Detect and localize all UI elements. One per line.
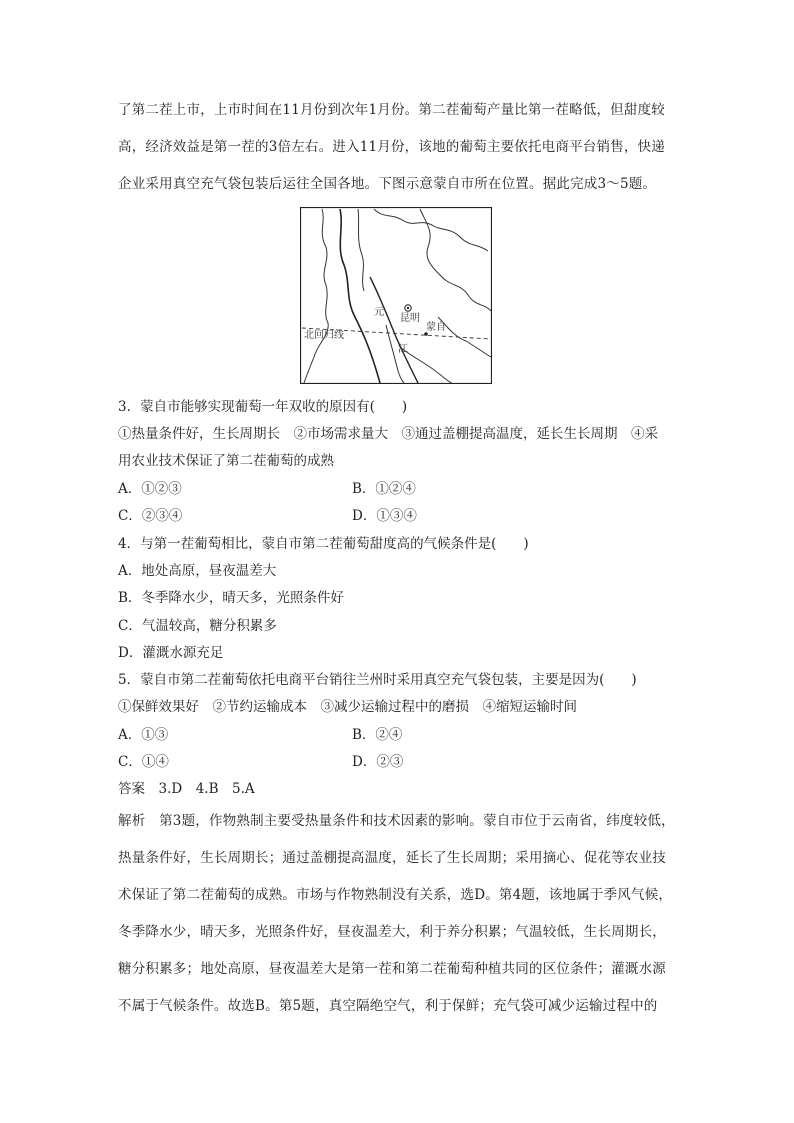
intro-line-1: 了第二茬上市，上市时间在11月份到次年1月份。第二茬葡萄产量比第一茬略低，但甜度较 (118, 102, 665, 118)
q3-statements-line-2: 用农业技术保证了第二茬葡萄的成熟 (118, 453, 334, 469)
q4-stem: 4．与第一茬葡萄相比，蒙自市第二茬葡萄甜度高的气候条件是( ) (118, 536, 529, 552)
q4-option-b: B．冬季降水少，晴天多，光照条件好 (118, 590, 344, 606)
intro-line-3: 企业采用真空充气袋包装后运往全国各地。下图示意蒙自市所在位置。据此完成3～5题。 (118, 176, 657, 192)
mengzi-location-map (300, 207, 492, 384)
map-label-tropic: 北回归线 (304, 330, 344, 341)
analysis-line-3: 术保证了第二茬葡萄的成熟。市场与作物熟制没有关系，选D。第4题，该地属于季风气候， (118, 887, 673, 903)
analysis-line-1: 解析 第3题，作物熟制主要受热量条件和技术因素的影响。蒙自市位于云南省，纬度较低， (118, 813, 675, 829)
q3-statements-line-1: ①热量条件好，生长周期长 ②市场需求量大 ③通过盖棚提高温度，延长生长周期 ④采 (118, 426, 658, 442)
map-label-yuan: 元 (374, 307, 384, 318)
answer-line: 答案 3.D 4.B 5.A (118, 781, 255, 797)
q4-option-c: C．气温较高，糖分积累多 (118, 618, 277, 634)
q5-statements-line-1: ①保鲜效果好 ②节约运输成本 ③减少运输过程中的磨损 ④缩短运输时间 (118, 699, 577, 715)
q4-option-d: D．灌溉水源充足 (118, 645, 224, 661)
q5-option-a: A．①③ (118, 727, 169, 743)
map-label-kunming: 昆明 (400, 313, 420, 324)
q3-option-a: A．①②③ (118, 481, 182, 497)
map-label-mengzi: 蒙自 (426, 322, 446, 333)
analysis-line-6: 不属于气候条件。故选B。第5题，真空隔绝空气，利于保鲜；充气袋可减少运输过程中的 (118, 998, 658, 1014)
analysis-line-4: 冬季降水少，晴天多，光照条件好，昼夜温差大，利于养分积累；气温较低，生长周期长， (118, 924, 666, 940)
q5-option-d: D．②③ (352, 754, 404, 770)
q3-option-c: C．②③④ (118, 508, 183, 524)
q4-option-a: A．地处高原，昼夜温差大 (118, 563, 277, 579)
analysis-line-5: 糖分积累多；地处高原，昼夜温差大是第一茬和第二茬葡萄种植共同的区位条件；灌溉水源 (118, 961, 666, 977)
q3-option-d: D．①③④ (352, 508, 417, 524)
analysis-line-2: 热量条件好，生长周期长；通过盖棚提高温度，延长了生长周期；采用摘心、促花等农业技 (118, 850, 666, 866)
map-label-jiang: 江 (398, 344, 408, 355)
intro-line-2: 高，经济效益是第一茬的3倍左右。进入11月份，该地的葡萄主要依托电商平台销售，快递 (118, 139, 665, 155)
q3-option-b: B．①②④ (352, 481, 416, 497)
q3-stem: 3．蒙自市能够实现葡萄一年双收的原因有( ) (118, 399, 408, 415)
q5-stem: 5．蒙自市第二茬葡萄依托电商平台销往兰州时采用真空充气袋包装，主要是因为( ) (118, 672, 637, 688)
q5-option-b: B．②④ (352, 727, 403, 743)
q5-option-c: C．①④ (118, 754, 169, 770)
